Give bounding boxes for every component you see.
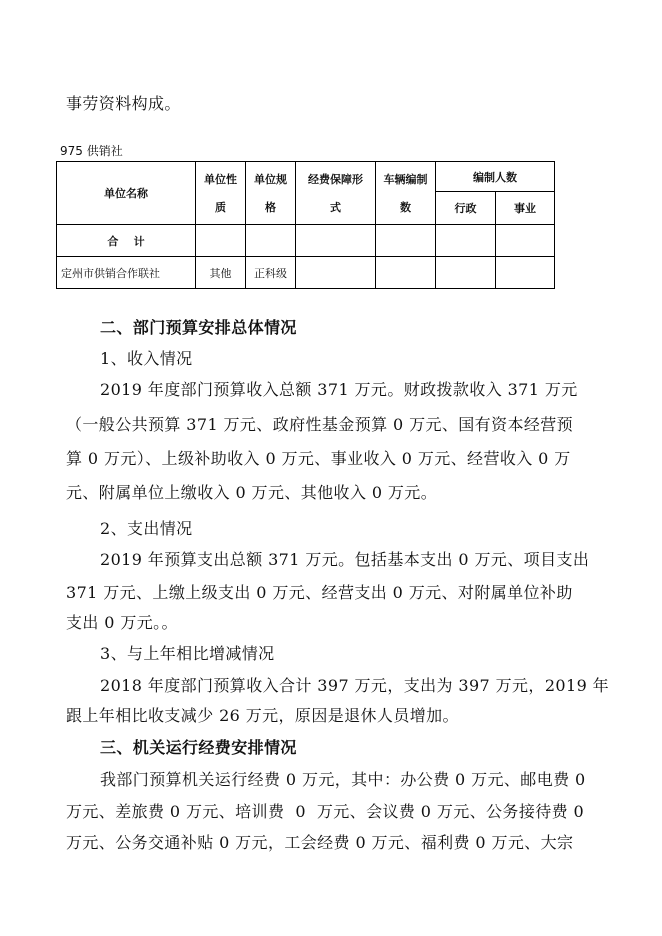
header-unit-nature: 单位性 质 xyxy=(196,162,246,225)
table-caption: 975 供销社 xyxy=(60,144,123,158)
income-line-3: 算 0 万元）、上级补助收入 0 万元、事业收入 0 万元、经营收入 0 万 xyxy=(66,449,571,468)
total-row xyxy=(57,225,555,257)
compare-line-1: 2018 年度部门预算收入合计 397 万元，支出为 397 万元，2019 年 xyxy=(100,676,610,695)
table-row xyxy=(57,257,555,289)
header-institution: 事业 xyxy=(496,192,555,225)
unit-table xyxy=(56,161,555,289)
s3-line-1: 我部门预算机关运行经费 0 万元，其中：办公费 0 万元、邮电费 0 xyxy=(100,770,586,789)
s3-line-2: 万元、差旅费 0 万元、培训费 0 万元、会议费 0 万元、公务接待费 0 xyxy=(66,802,585,821)
row-institution xyxy=(496,257,555,289)
income-line-4: 元、附属单位上缴收入 0 万元、其他收入 0 万元。 xyxy=(66,483,438,502)
total-label: 合 计 xyxy=(57,225,196,257)
header-admin: 行政 xyxy=(436,192,496,225)
header-unit-scale: 单位规 格 xyxy=(246,162,296,225)
expense-line-1: 2019 年预算支出总额 371 万元。包括基本支出 0 万元、项目支出 xyxy=(100,550,590,569)
header-funding-form: 经费保障形 式 xyxy=(296,162,376,225)
row-unit-scale: 正科级 xyxy=(246,257,296,289)
section-2-title: 二、部门预算安排总体情况 xyxy=(100,318,297,337)
header-unit-name: 单位名称 xyxy=(57,162,196,225)
section-3-title: 三、机关运行经费安排情况 xyxy=(100,738,297,757)
intro-line: 事劳资料构成。 xyxy=(66,94,181,113)
compare-title: 3、与上年相比增减情况 xyxy=(100,644,275,663)
row-unit-nature: 其他 xyxy=(196,257,246,289)
s3-line-3: 万元、公务交通补贴 0 万元，工会经费 0 万元、福利费 0 万元、大宗 xyxy=(66,833,574,852)
expense-line-2: 371 万元、上缴上级支出 0 万元、经营支出 0 万元、对附属单位补助 xyxy=(66,583,573,602)
row-admin xyxy=(436,257,496,289)
row-vehicle-quota xyxy=(376,257,436,289)
income-title: 1、收入情况 xyxy=(100,349,193,368)
income-line-2: （一般公共预算 371 万元、政府性基金预算 0 万元、国有资本经营预 xyxy=(66,415,574,434)
row-funding-form xyxy=(296,257,376,289)
compare-line-2: 跟上年相比收支减少 26 万元，原因是退休人员增加。 xyxy=(66,706,459,725)
expense-title: 2、支出情况 xyxy=(100,519,193,538)
header-staff-quota: 编制人数 xyxy=(436,162,555,192)
expense-line-3: 支出 0 万元。。 xyxy=(66,613,178,632)
income-line-1: 2019 年度部门预算收入总额 371 万元。财政拨款收入 371 万元 xyxy=(100,380,578,399)
header-vehicle-quota: 车辆编制 数 xyxy=(376,162,436,225)
row-unit-name: 定州市供销合作联社 xyxy=(57,257,196,289)
